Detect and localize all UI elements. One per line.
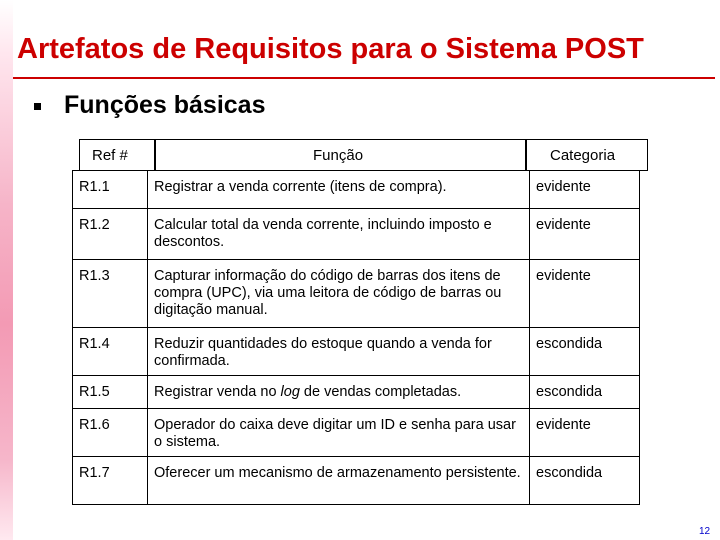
ref-cell: R1.3 (73, 260, 148, 328)
function-cell: Calcular total da venda corrente, incluindo imposto e descontos. (148, 209, 530, 260)
category-cell: evidente (530, 409, 640, 457)
function-cell: Capturar informação do código de barras dos itens de compra (UPC), via uma leitora de código de barras ou digitação manual. (148, 260, 530, 328)
slide-subtitle: Funções básicas (64, 91, 266, 119)
table-row (73, 260, 640, 328)
header-category: Categoria (550, 147, 616, 164)
sidebar-gradient-bar (0, 0, 13, 540)
ref-cell: R1.4 (73, 328, 148, 376)
category-cell: escondida (530, 457, 640, 505)
table-row (73, 376, 640, 409)
ref-cell: R1.1 (73, 171, 148, 209)
bullet-square-icon (34, 103, 41, 110)
table-row (73, 409, 640, 457)
function-cell: Registrar a venda corrente (itens de compra). (148, 171, 530, 209)
category-cell: escondida (530, 328, 640, 376)
function-cell: Operador do caixa deve digitar um ID e senha para usar o sistema. (148, 409, 530, 457)
title-underline (13, 77, 715, 79)
requirements-table (72, 170, 640, 505)
page-number: 12 (699, 526, 711, 537)
table-row (73, 457, 640, 505)
ref-cell: R1.7 (73, 457, 148, 505)
category-cell: evidente (530, 171, 640, 209)
ref-cell: R1.2 (73, 209, 148, 260)
header-function: Função (313, 147, 364, 164)
function-text: Registrar venda no (154, 384, 281, 400)
ref-cell: R1.6 (73, 409, 148, 457)
function-text: de vendas completadas. (299, 384, 462, 400)
header-function-box (155, 139, 526, 171)
header-ref: Ref # (92, 147, 128, 164)
header-ref-box (79, 139, 155, 171)
function-cell: Oferecer um mecanismo de armazenamento persistente. (148, 457, 530, 505)
category-cell: escondida (530, 376, 640, 409)
function-cell (148, 376, 530, 409)
table-row (73, 171, 640, 209)
ref-cell: R1.5 (73, 376, 148, 409)
header-category-box (526, 139, 648, 171)
category-cell: evidente (530, 209, 640, 260)
table-row (73, 328, 640, 376)
function-cell: Reduzir quantidades do estoque quando a venda for confirmada. (148, 328, 530, 376)
table-row (73, 209, 640, 260)
slide-title: Artefatos de Requisitos para o Sistema POST (17, 33, 644, 65)
category-cell: evidente (530, 260, 640, 328)
function-italic-text: log (280, 384, 300, 400)
